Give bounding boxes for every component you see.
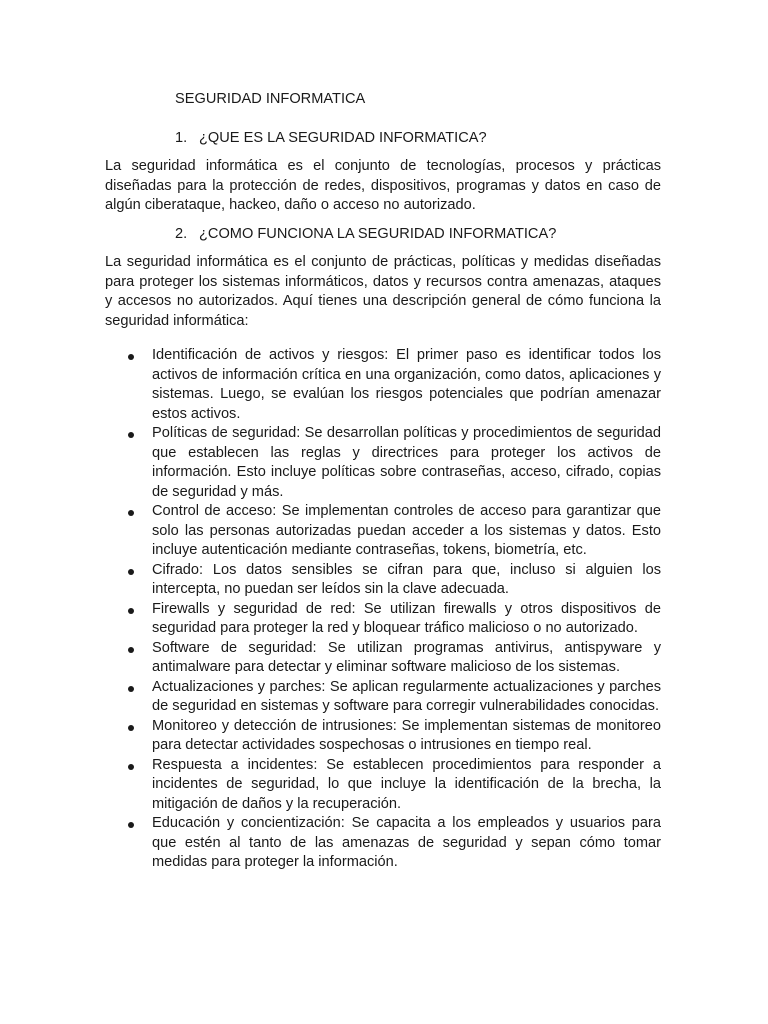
document-page [105, 90, 661, 873]
bullet-item [105, 424, 661, 502]
bullet-text: Educación y concientización: Se capacita a los empleados y usuarios para que estén al tanto de las amenazas de seguridad y sepan cómo tomar medidas para proteger la información. [152, 815, 661, 870]
bullet-item [105, 600, 661, 639]
bullet-text: Firewalls y seguridad de red: Se utilizan firewalls y otros dispositivos de seguridad para proteger la red y bloquear tráfico malicioso o no autorizado. [152, 600, 661, 636]
bullet-icon [128, 647, 134, 653]
bullet-text: Identificación de activos y riesgos: El primer paso es identificar todos los activos de información crítica en una organización, como datos, aplicaciones y sistemas. Luego, se evalúan los riesgos potenciales que podrían amenazar estos activos. [152, 347, 661, 422]
bullet-icon [128, 569, 134, 575]
bullet-item [105, 639, 661, 678]
bullet-text: Monitoreo y detección de intrusiones: Se implementan sistemas de monitoreo para detectar actividades sospechosas o intrusiones en tiempo real. [152, 717, 661, 753]
section-heading-1 [175, 129, 661, 149]
bullet-text: Respuesta a incidentes: Se establecen procedimientos para responder a incidentes de seguridad, lo que incluye la identificación de la brecha, la mitigación de daños y la recuperación. [152, 756, 661, 812]
section-heading-text-2: ¿COMO FUNCIONA LA SEGURIDAD INFORMATICA? [199, 225, 557, 242]
section-number-2: 2. [175, 225, 188, 242]
bullet-icon [128, 608, 134, 614]
bullet-text: Control de acceso: Se implementan controles de acceso para garantizar que solo las personas autorizadas puedan acceder a los sistemas y datos. Esto incluye autenticación mediante contraseñas, tokens, biometría, etc. [152, 503, 661, 558]
bullet-text: Actualizaciones y parches: Se aplican regularmente actualizaciones y parches de seguridad en sistemas y software para corregir vulnerabilidades conocidas. [152, 678, 661, 714]
bullet-icon [128, 510, 134, 516]
bullet-text: Cifrado: Los datos sensibles se cifran para que, incluso si alguien los intercepta, no puedan ser leídos sin la clave adecuada. [152, 561, 661, 597]
bullet-item [105, 561, 661, 600]
bullet-item [105, 717, 661, 756]
bullet-text: Software de seguridad: Se utilizan programas antivirus, antispyware y antimalware para detectar y eliminar software malicioso de los sistemas. [152, 639, 661, 675]
bullet-item [105, 756, 661, 815]
section-heading-text-1: ¿QUE ES LA SEGURIDAD INFORMATICA? [199, 129, 487, 146]
bullet-icon [128, 686, 134, 692]
bullet-item [105, 502, 661, 561]
bullet-icon [128, 764, 134, 770]
bullet-icon [128, 354, 134, 360]
section-number-1: 1. [175, 129, 188, 146]
bullet-text: Políticas de seguridad: Se desarrollan políticas y procedimientos de seguridad que establecen las reglas y directrices para proteger los activos de información. Esto incluye políticas sobre contraseñas, acceso, cifrado, copias de seguridad y más. [152, 425, 661, 500]
bullet-icon [128, 725, 134, 731]
document-title: SEGURIDAD INFORMATICA [175, 91, 366, 107]
bullet-icon [128, 822, 134, 828]
bullet-list [105, 346, 661, 873]
bullet-item [105, 346, 661, 424]
bullet-icon [128, 432, 134, 438]
section-paragraph-2: La seguridad informática es el conjunto de prácticas, políticas y medidas diseñadas para proteger los sistemas informáticos, datos y recursos contra amenazas, ataques y accesos no autorizados. Aquí tienes una descripción general de cómo funciona la seguridad informática: [105, 254, 661, 329]
bullet-item [105, 678, 661, 717]
bullet-item [105, 814, 661, 873]
section-heading-2 [175, 225, 661, 245]
section-paragraph-1: La seguridad informática es el conjunto de tecnologías, procesos y prácticas diseñadas para la protección de redes, dispositivos, programas y datos en caso de algún ciberataque, hackeo, daño o acceso no autorizado. [105, 158, 661, 213]
